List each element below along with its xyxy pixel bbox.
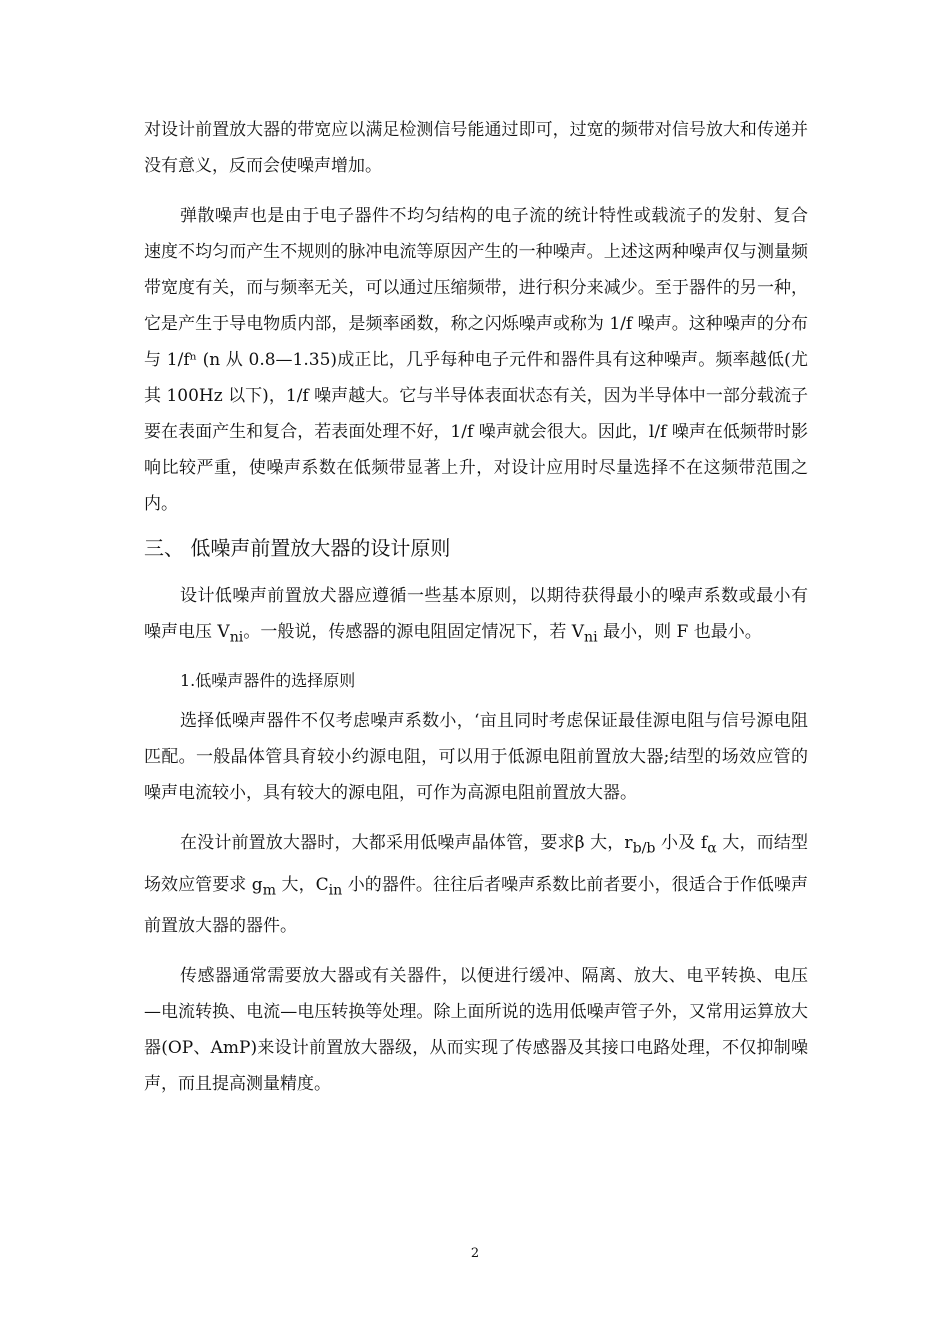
paragraph-1: 对设计前置放大器的带宽应以满足检测信号能通过即可，过宽的频带对信号放大和传递并没有意义，反而会使噪声增加。	[144, 120, 808, 176]
section-heading: 三、 低噪声前置放大器的设计原则	[144, 536, 451, 560]
subsection-heading: 1.低噪声器件的选择原则	[180, 671, 356, 691]
paragraph-3: 设计低噪声前置放犬器应遵循一些基本原则，以期待获得最小的噪声系数或最小有噪声电压 $V_{ni}$。一般说，传感器的源电阻固定情况下，若 $V_{ni}$ 最小，则 F 也最小。	[144, 586, 808, 646]
paragraph-5: 在没计前置放大器时，大都采用低噪声晶体管，要求β 大，$r_{b/b}$ 小及 $f_\alpha$ 大，而结型场效应管要求 $g_m$ 大，$C_{in}$ 小的器件。往往后者噪声系数比前者要小，很适合于作低噪声前置放大器的器件。	[144, 833, 808, 937]
paragraph-4: 选择低噪声器件不仅考虑噪声系数小，‘亩且同时考虑保证最佳源电阻与信号源电阻匹配。一般晶体管具育较小约源电阻，可以用于低源电阻前置放大器;结型的场效应管的噪声电流较小，具有较大的源电阻，可作为高源电阻前置放大器。	[144, 711, 808, 804]
paragraph-6: 传感器通常需要放大器或有关器件，以便进行缓冲、隔离、放大、电平转换、电压—电流转换、电流—电压转换等处理。除上面所说的选用低噪声管子外，又常用运算放大器(OP、AmP)来设计前置放大器级，从而实现了传感器及其接口电路处理，不仅抑制噪声，而且提高测量精度。	[144, 966, 808, 1095]
document-page	[144, 112, 808, 1102]
paragraph-2: 弹散噪声也是由于电子器件不均匀结构的电子流的统计特性或载流子的发射、复合速度不均匀而产生不规则的脉冲电流等原因产生的一种噪声。上述这两种噪声仅与测量频带宽度有关，而与频率无关，可以通过压缩频带，进行积分来减少。至于器件的另一种，它是产生于导电物质内部，是频率函数，称之闪烁噪声或称为 1/f 噪声。这种噪声的分布与 1/fⁿ (n 从 0.8—1.35)成正比，几乎每种电子元件和器件具有这种噪声。频率越低(尤其 100Hz 以下)，1/f 噪声越大。它与半导体表面状态有关，因为半导体中一部分载流子要在表面产生和复合，若表面处理不好，1/f 噪声就会很大。因此，l/f 噪声在低频带时影响比较严重，使噪声系数在低频带显著上升，对设计应用时尽量选择不在这频带范围之内。	[144, 206, 808, 514]
page-number: 2	[470, 1246, 480, 1261]
